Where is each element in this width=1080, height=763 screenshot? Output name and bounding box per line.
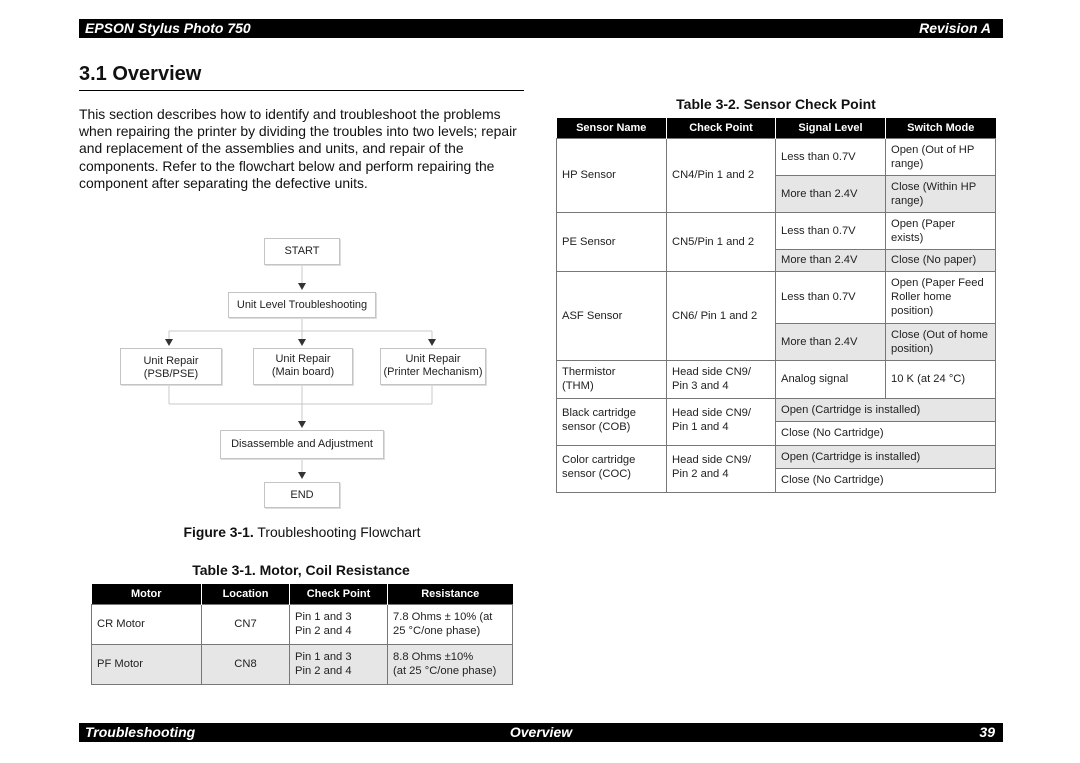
check-line: Pin 2 and 4 bbox=[295, 625, 352, 637]
switch-mode bbox=[886, 175, 996, 212]
page-number: 39 bbox=[979, 724, 995, 740]
sensor-check-point: CN5/Pin 1 and 2 bbox=[667, 212, 776, 271]
mode-line: Roller home bbox=[891, 291, 952, 303]
check-line: Head side CN9/ bbox=[672, 453, 751, 466]
mode-line: exists) bbox=[891, 231, 924, 244]
sensor-check-point bbox=[667, 398, 776, 445]
sensor-name bbox=[557, 398, 667, 445]
table-row bbox=[557, 360, 996, 398]
section-title: 3.1 Overview bbox=[79, 63, 202, 85]
header-bar bbox=[79, 19, 1003, 38]
check-line: Pin 2 and 4 bbox=[295, 665, 352, 677]
column-header: Switch Mode bbox=[886, 118, 996, 138]
flow-repair-main-line2: (Main board) bbox=[271, 366, 335, 378]
flow-repair-psb-line2: (PSB/PSE) bbox=[143, 368, 199, 380]
resistance-line: 7.8 Ohms ± 10% (at bbox=[393, 611, 493, 623]
sensor-name: HP Sensor bbox=[557, 138, 667, 212]
flow-repair-mech bbox=[380, 348, 486, 385]
flow-start: START bbox=[264, 238, 340, 265]
flow-repair-mech-line1: Unit Repair bbox=[405, 353, 461, 365]
table-row bbox=[557, 445, 996, 468]
check-line: Head side CN9/ bbox=[672, 406, 751, 419]
figure-text: Troubleshooting Flowchart bbox=[257, 524, 421, 540]
signal-level: Less than 0.7V bbox=[776, 138, 886, 175]
column-header: Check Point bbox=[290, 584, 388, 604]
header-revision: Revision A bbox=[919, 20, 991, 36]
signal-level: More than 2.4V bbox=[776, 249, 886, 271]
resistance-line: 8.8 Ohms ±10% bbox=[393, 651, 474, 663]
sensor-name: PE Sensor bbox=[557, 212, 667, 271]
check-line: Pin 1 and 3 bbox=[295, 651, 352, 663]
name-line: Thermistor bbox=[562, 366, 616, 378]
name-line: Color cartridge bbox=[562, 453, 636, 466]
column-header: Resistance bbox=[388, 584, 513, 604]
sensor-name bbox=[557, 360, 667, 398]
mode-line: Close (Out of home bbox=[891, 328, 989, 341]
switch-mode: Close (No paper) bbox=[886, 249, 996, 271]
table-row bbox=[557, 271, 996, 323]
column-header: Check Point bbox=[667, 118, 776, 138]
motor-name: CR Motor bbox=[92, 604, 202, 644]
switch-mode bbox=[886, 323, 996, 360]
mode-line: position) bbox=[891, 305, 934, 317]
check-line: Pin 1 and 4 bbox=[672, 420, 729, 433]
table-row bbox=[557, 138, 996, 175]
switch-mode bbox=[886, 138, 996, 175]
sensor-check-point bbox=[667, 445, 776, 492]
sensor-check-point: CN4/Pin 1 and 2 bbox=[667, 138, 776, 212]
signal-level: More than 2.4V bbox=[776, 175, 886, 212]
table-row bbox=[557, 212, 996, 249]
signal-level: Less than 0.7V bbox=[776, 212, 886, 249]
mode-line: Open (Paper Feed bbox=[891, 277, 984, 289]
mode-line: range) bbox=[891, 194, 924, 207]
sensor-check-point bbox=[667, 360, 776, 398]
cartridge-status: Close (No Cartridge) bbox=[776, 468, 996, 492]
cartridge-status: Close (No Cartridge) bbox=[776, 421, 996, 445]
check-line: Pin 2 and 4 bbox=[672, 467, 729, 480]
motor-location: CN7 bbox=[202, 604, 290, 644]
check-line: Pin 3 and 4 bbox=[672, 380, 729, 392]
switch-mode bbox=[886, 271, 996, 323]
mode-line: Open (Out of HP bbox=[891, 143, 975, 156]
motor-resistance bbox=[388, 604, 513, 644]
mode-line: Open (Paper bbox=[891, 217, 956, 230]
mode-line: Close (Within HP bbox=[891, 180, 977, 193]
intro-paragraph: This section describes how to identify and troubleshoot the problems when repairing the printer by dividing the troubles into two levels; repair and replacement of the assemblies and units, and repair of the components. Refer to the flowchart below and perform repairing the component after separating the defective units. bbox=[79, 106, 517, 191]
table-header-row bbox=[92, 584, 513, 604]
cartridge-status: Open (Cartridge is installed) bbox=[776, 398, 996, 421]
column-header: Signal Level bbox=[776, 118, 886, 138]
figure-label: Figure 3-1. bbox=[183, 524, 254, 540]
column-header: Sensor Name bbox=[557, 118, 667, 138]
footer-chapter: Troubleshooting bbox=[85, 724, 196, 740]
flow-repair-main-line1: Unit Repair bbox=[275, 353, 331, 365]
motor-resistance-table bbox=[91, 584, 513, 685]
motor-check-point bbox=[290, 644, 388, 684]
signal-level: Less than 0.7V bbox=[776, 271, 886, 323]
signal-level: Analog signal bbox=[776, 360, 886, 398]
signal-level: More than 2.4V bbox=[776, 323, 886, 360]
flow-unit-level: Unit Level Troubleshooting bbox=[228, 292, 376, 318]
figure-caption bbox=[0, 524, 604, 540]
sensor-name bbox=[557, 445, 667, 492]
table-row bbox=[92, 604, 513, 644]
check-line: Head side CN9/ bbox=[672, 366, 751, 378]
flow-disassemble: Disassemble and Adjustment bbox=[220, 430, 384, 459]
resistance-line: 25 °C/one phase) bbox=[393, 625, 481, 637]
footer-bar bbox=[79, 723, 1003, 742]
name-line: sensor (COB) bbox=[562, 420, 631, 433]
motor-location: CN8 bbox=[202, 644, 290, 684]
switch-mode: 10 K (at 24 °C) bbox=[886, 360, 996, 398]
footer-section: Overview bbox=[509, 724, 573, 740]
column-header: Location bbox=[202, 584, 290, 604]
table-header-row bbox=[557, 118, 996, 138]
name-line: Black cartridge bbox=[562, 406, 636, 419]
name-line: (THM) bbox=[562, 380, 594, 392]
column-header: Motor bbox=[92, 584, 202, 604]
motor-resistance bbox=[388, 644, 513, 684]
name-line: sensor (COC) bbox=[562, 467, 631, 480]
resistance-line: (at 25 °C/one phase) bbox=[393, 665, 497, 677]
switch-mode bbox=[886, 212, 996, 249]
check-line: Pin 1 and 3 bbox=[295, 611, 352, 623]
table-row bbox=[557, 398, 996, 421]
mode-line: position) bbox=[891, 342, 934, 355]
mode-line: range) bbox=[891, 157, 924, 170]
motor-name: PF Motor bbox=[92, 644, 202, 684]
sensor-check-table bbox=[556, 118, 996, 493]
title-rule bbox=[79, 90, 524, 91]
flow-end: END bbox=[264, 482, 340, 508]
flow-repair-mech-line2: (Printer Mechanism) bbox=[383, 366, 483, 378]
cartridge-status: Open (Cartridge is installed) bbox=[776, 445, 996, 468]
sensor-check-point: CN6/ Pin 1 and 2 bbox=[667, 271, 776, 360]
table2-caption: Table 3-2. Sensor Check Point bbox=[676, 96, 876, 112]
sensor-name: ASF Sensor bbox=[557, 271, 667, 360]
motor-check-point bbox=[290, 604, 388, 644]
flow-repair-main bbox=[253, 348, 353, 385]
header-product: EPSON Stylus Photo 750 bbox=[85, 20, 251, 36]
flow-repair-psb-line1: Unit Repair bbox=[143, 355, 199, 367]
table-row bbox=[92, 644, 513, 684]
flow-repair-psb bbox=[120, 348, 222, 385]
table1-caption: Table 3-1. Motor, Coil Resistance bbox=[192, 562, 410, 578]
